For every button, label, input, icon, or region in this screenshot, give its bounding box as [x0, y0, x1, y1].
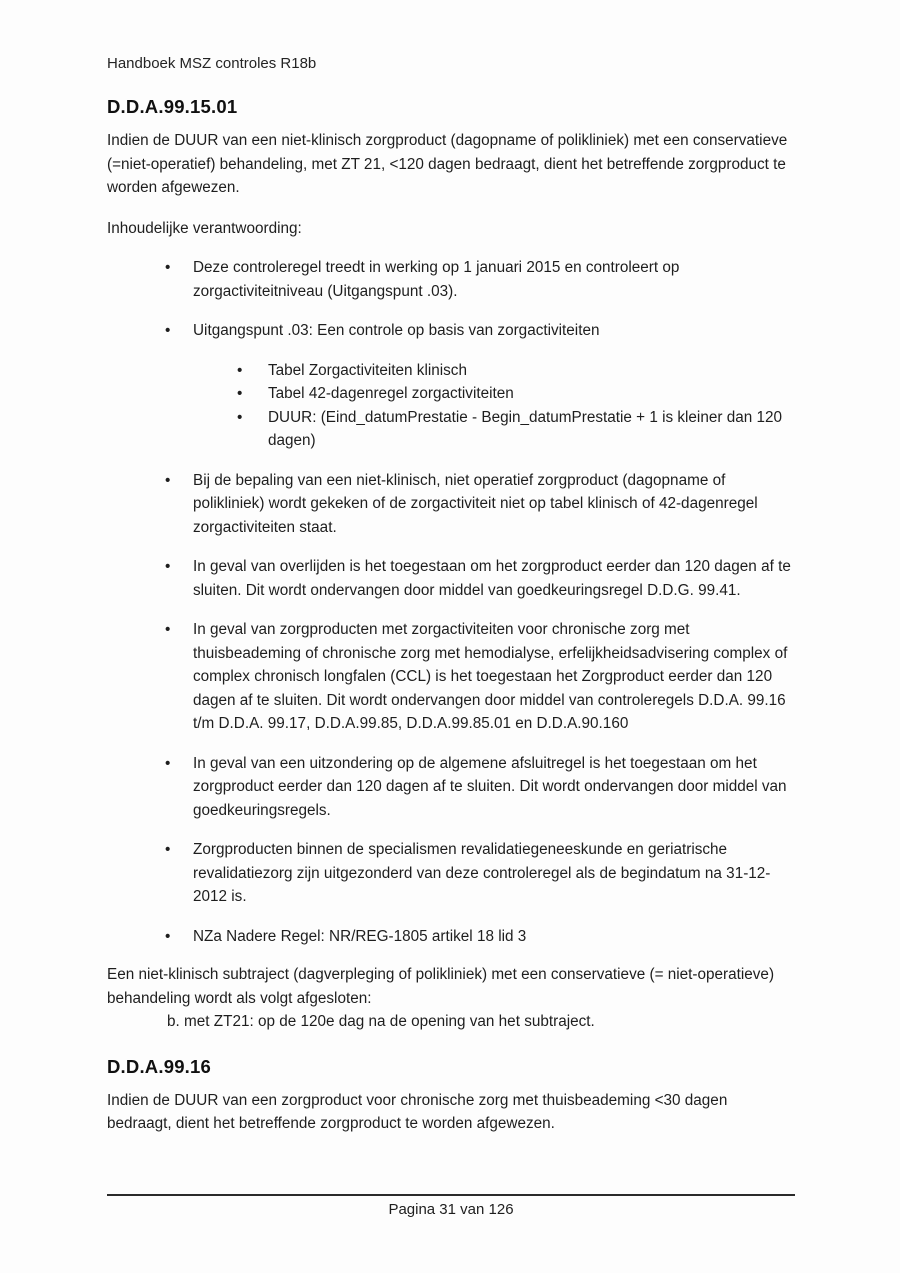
bullet-icon	[165, 925, 170, 949]
page-content	[107, 54, 795, 1136]
bullet-icon	[165, 469, 170, 493]
page-footer	[107, 1194, 795, 1220]
closing-sub-line: b. met ZT21: op de 120e dag na de opening van het subtraject.	[167, 1013, 595, 1030]
list-item-text: Tabel Zorgactiviteiten klinisch	[268, 361, 467, 379]
list-item-text: In geval van overlijden is het toegestaan om het zorgproduct eerder dan 120 dagen af te sluiten. Dit wordt ondervangen door middel van goedkeuringsregel D.D.G. 99.41.	[193, 558, 791, 599]
list-item	[107, 359, 795, 383]
list-item	[107, 382, 795, 406]
list-item-text: NZa Nadere Regel: NR/REG-1805 artikel 18 lid 3	[193, 927, 527, 945]
closing-paragraph: Een niet-klinisch subtraject (dagverpleging of polikliniek) met een conservatieve (= niet-operatieve) behandeling wordt als volgt afgesloten:	[107, 966, 775, 1007]
list-item	[107, 838, 795, 909]
list-item-text: Deze controleregel treedt in werking op 1 januari 2015 en controleert op zorgactiviteitniveau (Uitgangspunt .03).	[193, 259, 680, 300]
bullet-list-nested	[107, 359, 795, 453]
list-item-text: Zorgproducten binnen de specialismen revalidatiegeneeskunde en geriatrische revalidatiezorg zijn uitgezonderd van deze controleregel als de begindatum na 31-12-2012 is.	[193, 841, 771, 905]
bullet-icon	[165, 752, 170, 776]
list-item-text: Uitgangspunt .03: Een controle op basis van zorgactiviteiten	[193, 322, 600, 339]
list-item-text: In geval van zorgproducten met zorgactiviteiten voor chronische zorg met thuisbeademing of chronische zorg met hemodialyse, erfelijkheidsadvisering complex of complex chronisch longfalen (CCL) is het toegestaan het Zorgproduct eerder dan 120 dagen af te sluiten. Dit wordt ondervangen door middel van controleregels D.D.A. 99.16 t/m D.D.A. 99.17, D.D.A.99.85, D.D.A.99.85.01 en D.D.A.90.160	[193, 621, 788, 732]
justification-label: Inhoudelijke verantwoording:	[107, 219, 302, 237]
list-item	[107, 319, 795, 343]
bullet-icon	[165, 618, 170, 642]
bullet-icon	[165, 319, 170, 343]
bullet-icon	[165, 256, 170, 280]
bullet-icon	[237, 359, 242, 383]
section-1-title: D.D.A.99.15.01	[107, 96, 238, 117]
list-item-text: In geval van een uitzondering op de algemene afsluitregel is het toegestaan om het zorgproduct eerder dan 120 dagen af te sluiten. Dit wordt ondervangen door middel van goedkeuringsregels.	[193, 754, 787, 819]
bullet-icon	[237, 406, 242, 430]
list-item	[107, 469, 795, 540]
list-item	[107, 618, 795, 736]
page-number: Pagina 31 van 126	[388, 1201, 514, 1218]
bullet-icon	[237, 382, 242, 406]
list-item	[107, 925, 795, 949]
list-item-text: Bij de bepaling van een niet-klinisch, niet operatief zorgproduct (dagopname of polikliniek) wordt gekeken of de zorgactiviteit niet op tabel klinisch of 42-dagenregel zorgactiviteiten staat.	[193, 471, 758, 536]
bullet-icon	[165, 838, 170, 862]
list-item	[107, 256, 795, 303]
list-item	[107, 406, 795, 453]
bullet-list-bottom	[107, 469, 795, 949]
list-item	[107, 555, 795, 602]
section-2-intro: Indien de DUUR van een zorgproduct voor chronische zorg met thuisbeademing <30 dagen bedraagt, dient het betreffende zorgproduct te worden afgewezen.	[107, 1091, 728, 1132]
list-item-text: DUUR: (Eind_datumPrestatie - Begin_datumPrestatie + 1 is kleiner dan 120 dagen)	[268, 408, 782, 449]
section-2-title: D.D.A.99.16	[107, 1055, 211, 1077]
bullet-list-top	[107, 256, 795, 343]
section-1-intro: Indien de DUUR van een niet-klinisch zorgproduct (dagopname of polikliniek) met een conservatieve (=niet-operatief) behandeling, met ZT 21, <120 dagen bedraagt, dient het betreffende zorgproduct te worden afgewezen.	[107, 132, 788, 196]
bullet-icon	[165, 555, 170, 579]
list-item	[107, 752, 795, 823]
list-item-text: Tabel 42-dagenregel zorgactiviteiten	[268, 385, 514, 402]
running-header: Handboek MSZ controles R18b	[107, 55, 317, 72]
